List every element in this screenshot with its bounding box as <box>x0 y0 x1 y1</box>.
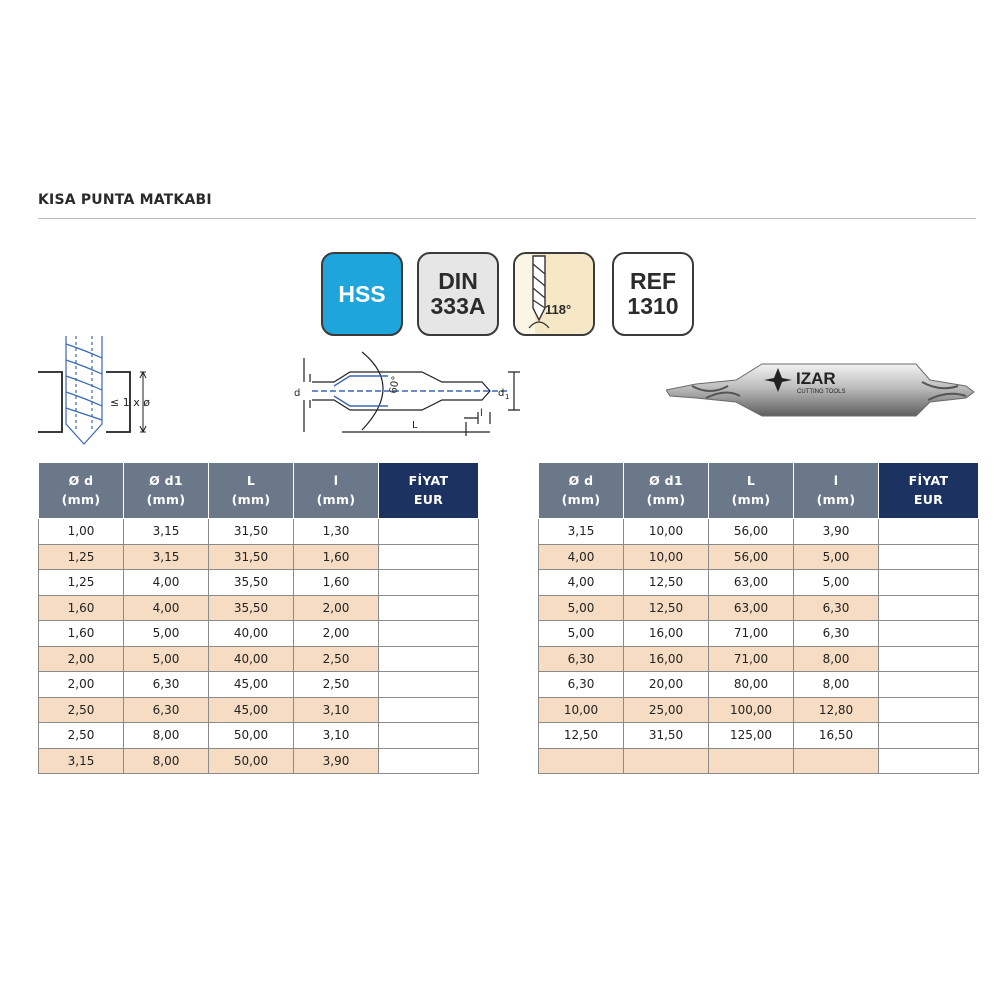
table-row <box>539 697 979 723</box>
din-badge <box>417 252 499 336</box>
cell-length-l: 2,50 <box>294 672 379 698</box>
cell-length-l-upper: 31,50 <box>209 519 294 545</box>
cell-price <box>879 595 979 621</box>
table-row <box>539 595 979 621</box>
cell-length-l: 3,90 <box>294 748 379 774</box>
page-title: KISA PUNTA MATKABI <box>38 192 212 208</box>
din-badge-line1: DIN <box>438 268 478 295</box>
cell-length-l: 3,10 <box>294 723 379 749</box>
column-header-line: (mm) <box>646 491 686 507</box>
column-header-line: Ø d <box>68 473 94 489</box>
table-row <box>39 519 479 545</box>
cell-price <box>879 646 979 672</box>
product-image <box>666 350 976 422</box>
cell-length-l-upper: 100,00 <box>709 697 794 723</box>
cell-d1: 8,00 <box>124 748 209 774</box>
ref-badge <box>612 252 694 336</box>
depth-label: ≤ 1 x ø <box>110 396 150 409</box>
cell-length-l: 1,60 <box>294 570 379 596</box>
column-header-price <box>879 463 979 519</box>
cell-d: 6,30 <box>539 672 624 698</box>
table-row <box>39 544 479 570</box>
column-header-line: Ø d <box>568 473 594 489</box>
cell-length-l-upper: 31,50 <box>209 544 294 570</box>
hss-badge-label: HSS <box>338 280 386 307</box>
cell-length-l: 6,30 <box>794 595 879 621</box>
table-row <box>39 748 479 774</box>
cell-d1: 4,00 <box>124 595 209 621</box>
ref-badge-line2: 1310 <box>627 293 679 319</box>
cell-d1: 5,00 <box>124 646 209 672</box>
column-header-line: l <box>333 473 339 489</box>
L-label: L <box>412 420 418 431</box>
size-table-right <box>538 462 979 774</box>
cell-length-l: 8,00 <box>794 646 879 672</box>
table-row <box>539 621 979 647</box>
column-header-line: EUR <box>913 491 944 507</box>
column-header-line: l <box>833 473 839 489</box>
column-header-line: L <box>746 473 756 489</box>
cell-price <box>379 646 479 672</box>
ref-badge-line1: REF <box>630 268 676 295</box>
cell-length-l: 8,00 <box>794 672 879 698</box>
d-label: d <box>294 388 301 399</box>
table-row <box>39 646 479 672</box>
cell-length-l: 5,00 <box>794 570 879 596</box>
table-row <box>539 544 979 570</box>
cell-d1: 31,50 <box>624 723 709 749</box>
cell-d: 1,25 <box>39 570 124 596</box>
size-table-left-header <box>39 463 479 519</box>
cell-d1 <box>624 748 709 774</box>
column-header-line: FİYAT <box>908 473 949 489</box>
cell-length-l-upper: 50,00 <box>209 723 294 749</box>
cell-d1: 3,15 <box>124 544 209 570</box>
drill-depth-diagram <box>36 336 166 448</box>
cell-d1: 8,00 <box>124 723 209 749</box>
cell-price <box>379 672 479 698</box>
cell-price <box>379 621 479 647</box>
cell-length-l-upper: 71,00 <box>709 621 794 647</box>
cell-d1: 3,15 <box>124 519 209 545</box>
cell-d1: 25,00 <box>624 697 709 723</box>
point-angle-label: 118° <box>545 302 572 317</box>
column-header-price <box>379 463 479 519</box>
cell-length-l-upper: 63,00 <box>709 595 794 621</box>
cell-length-l: 3,10 <box>294 697 379 723</box>
cell-length-l-upper: 125,00 <box>709 723 794 749</box>
cell-price <box>879 570 979 596</box>
cell-d: 1,60 <box>39 595 124 621</box>
cell-length-l-upper: 45,00 <box>209 697 294 723</box>
cell-length-l: 1,60 <box>294 544 379 570</box>
hss-badge <box>321 252 403 336</box>
cell-length-l-upper: 50,00 <box>209 748 294 774</box>
size-table-right-header <box>539 463 979 519</box>
cell-length-l: 2,00 <box>294 595 379 621</box>
cell-d1: 20,00 <box>624 672 709 698</box>
cell-length-l-upper: 63,00 <box>709 570 794 596</box>
cell-d: 5,00 <box>539 595 624 621</box>
cell-length-l-upper: 35,50 <box>209 570 294 596</box>
cell-length-l-upper: 40,00 <box>209 646 294 672</box>
cell-length-l: 3,90 <box>794 519 879 545</box>
table-row <box>39 595 479 621</box>
cell-d: 6,30 <box>539 646 624 672</box>
cell-price <box>379 697 479 723</box>
cell-price <box>879 544 979 570</box>
cell-length-l-upper <box>709 748 794 774</box>
cell-length-l: 16,50 <box>794 723 879 749</box>
cell-length-l: 1,30 <box>294 519 379 545</box>
column-header-d1 <box>124 463 209 519</box>
cell-d: 1,25 <box>39 544 124 570</box>
table-row <box>539 723 979 749</box>
cell-length-l: 12,80 <box>794 697 879 723</box>
header-row <box>539 463 979 519</box>
cell-length-l-upper: 56,00 <box>709 519 794 545</box>
cell-price <box>379 595 479 621</box>
table-row <box>39 672 479 698</box>
cell-price <box>879 697 979 723</box>
table-row <box>539 646 979 672</box>
izar-tagline: CUTTING TOOLS <box>797 389 846 395</box>
table-row <box>539 519 979 545</box>
column-header-d1 <box>624 463 709 519</box>
cell-length-l-upper: 45,00 <box>209 672 294 698</box>
column-header-line: (mm) <box>816 491 856 507</box>
table-row <box>39 570 479 596</box>
cell-length-l-upper: 80,00 <box>709 672 794 698</box>
cell-d1: 6,30 <box>124 672 209 698</box>
cell-d: 2,00 <box>39 672 124 698</box>
table-row <box>39 723 479 749</box>
d1-label: d <box>498 388 505 399</box>
cell-d: 12,50 <box>539 723 624 749</box>
title-divider <box>38 218 976 219</box>
column-header-line: EUR <box>413 491 444 507</box>
cell-d: 1,00 <box>39 519 124 545</box>
table-row <box>539 748 979 774</box>
cell-price <box>379 570 479 596</box>
cell-price <box>379 519 479 545</box>
cell-length-l-upper: 56,00 <box>709 544 794 570</box>
cell-d: 5,00 <box>539 621 624 647</box>
drill-point-icon <box>515 254 593 334</box>
cell-d1: 10,00 <box>624 519 709 545</box>
table-row <box>39 697 479 723</box>
cell-length-l-upper: 40,00 <box>209 621 294 647</box>
centre-drill-diagram <box>292 346 522 438</box>
cell-d: 10,00 <box>539 697 624 723</box>
column-header-line: (mm) <box>316 491 356 507</box>
cell-d: 3,15 <box>539 519 624 545</box>
column-header-line: Ø d1 <box>649 473 683 489</box>
column-header-length-l <box>794 463 879 519</box>
column-header-line: (mm) <box>231 491 271 507</box>
size-table-right-body <box>539 519 979 774</box>
cell-d: 2,00 <box>39 646 124 672</box>
table-row <box>539 672 979 698</box>
size-table-left-body <box>39 519 479 774</box>
cell-d1: 10,00 <box>624 544 709 570</box>
column-header-line: L <box>246 473 256 489</box>
cell-price <box>379 544 479 570</box>
column-header-length-l-upper <box>209 463 294 519</box>
cell-price <box>879 748 979 774</box>
header-row <box>39 463 479 519</box>
table-row <box>39 621 479 647</box>
cell-d1: 5,00 <box>124 621 209 647</box>
cell-length-l: 2,50 <box>294 646 379 672</box>
cell-d: 1,60 <box>39 621 124 647</box>
cell-length-l: 2,00 <box>294 621 379 647</box>
cell-price <box>879 723 979 749</box>
cell-d1: 4,00 <box>124 570 209 596</box>
d1-subscript: 1 <box>505 393 510 401</box>
izar-logo: IZAR <box>796 369 836 388</box>
l-label: l <box>480 408 483 419</box>
column-header-line: Ø d1 <box>149 473 183 489</box>
column-header-line: (mm) <box>561 491 601 507</box>
cell-d1: 6,30 <box>124 697 209 723</box>
cell-d: 4,00 <box>539 570 624 596</box>
cell-price <box>879 672 979 698</box>
cell-length-l-upper: 35,50 <box>209 595 294 621</box>
din-badge-line2: 333A <box>430 293 486 319</box>
column-header-d <box>539 463 624 519</box>
size-table-left <box>38 462 479 774</box>
column-header-line: (mm) <box>61 491 101 507</box>
cell-d <box>539 748 624 774</box>
cell-length-l <box>794 748 879 774</box>
cell-price <box>379 723 479 749</box>
cell-d1: 16,00 <box>624 646 709 672</box>
cell-d: 3,15 <box>39 748 124 774</box>
cell-price <box>379 748 479 774</box>
cell-d: 2,50 <box>39 697 124 723</box>
cell-length-l: 5,00 <box>794 544 879 570</box>
cell-d: 2,50 <box>39 723 124 749</box>
cell-d1: 12,50 <box>624 570 709 596</box>
cell-price <box>879 621 979 647</box>
column-header-line: FİYAT <box>408 473 449 489</box>
column-header-line: (mm) <box>146 491 186 507</box>
column-header-d <box>39 463 124 519</box>
cell-price <box>879 519 979 545</box>
column-header-length-l-upper <box>709 463 794 519</box>
column-header-line: (mm) <box>731 491 771 507</box>
cell-d1: 12,50 <box>624 595 709 621</box>
cell-length-l: 6,30 <box>794 621 879 647</box>
table-row <box>539 570 979 596</box>
point-angle-badge <box>513 252 595 336</box>
cell-length-l-upper: 71,00 <box>709 646 794 672</box>
cell-d1: 16,00 <box>624 621 709 647</box>
cell-d: 4,00 <box>539 544 624 570</box>
column-header-length-l <box>294 463 379 519</box>
sixty-degree-label: 60° <box>388 375 403 395</box>
